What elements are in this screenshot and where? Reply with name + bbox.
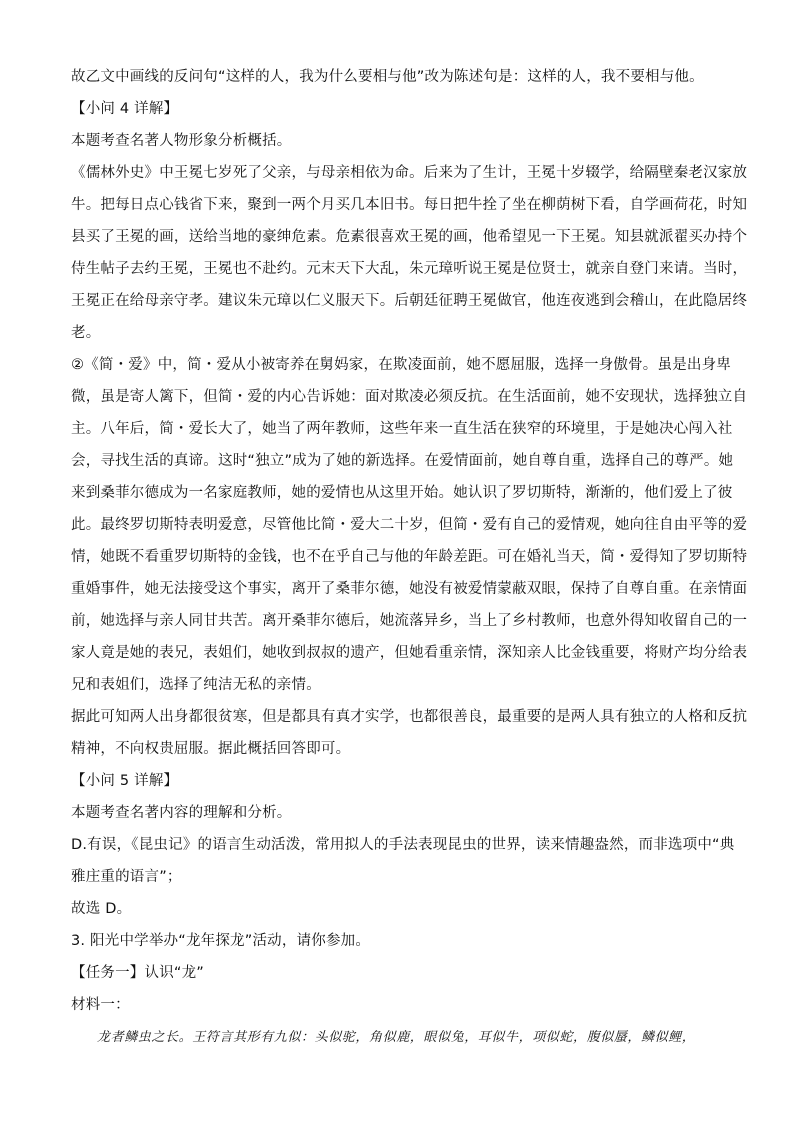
text-line: 兄和表姐们，选择了纯洁无私的亲情。: [71, 677, 321, 693]
text-line: 会，寻找生活的真谛。这时“独立”成为了她的新选择。在爱情面前，她自尊自重，选择自己的尊严。她: [71, 453, 734, 469]
text-line: D.有误，《昆虫记》的语言生动活泼，常用拟人的手法表现昆虫的世界，读来情趣盎然，而非选项中“典: [71, 837, 735, 853]
text-line: 牛。把每日点心钱省下来，聚到一两个月买几本旧书。每日把牛拴了坐在柳荫树下看，自学画荷花，时知: [71, 197, 748, 213]
text-line: 故乙文中画线的反问句“这样的人，我为什么要相与他”改为陈述句是：这样的人，我不要相与他。: [71, 69, 704, 85]
text-line: 老。: [71, 325, 101, 341]
text-line: 据此可知两人出身都很贫寒，但是都具有真才实学，也都很善良，最重要的是两人具有独立的人格和反抗: [71, 709, 748, 725]
text-line: ②《简・爱》中，简・爱从小被寄养在舅妈家，在欺凌面前，她不愿屈服，选择一身傲骨。虽是出身卑: [71, 357, 731, 373]
text-line: 本题考查名著内容的理解和分析。: [71, 805, 292, 821]
text-line: 本题考查名著人物形象分析概括。: [71, 133, 292, 149]
text-line: 家人竟是她的表兄，表姐们，她收到叔叔的遗产，但她看重亲情，深知亲人比金钱重要，将财产均分给表: [71, 645, 748, 661]
text-line: 侍生帖子去约王冕，王冕也不赴约。元末天下大乱，朱元璋听说王冕是位贤士，就亲自登门来请。当时，: [71, 261, 748, 277]
text-line: 主。八年后，简・爱长大了，她当了两年教师，这些年来一直生活在狭窄的环境里，于是她决心闯入社: [71, 421, 733, 437]
task-heading: 【任务一】认识“龙”: [71, 965, 205, 981]
text-line: 县买了王冕的画，送给当地的豪绅危素。危素很喜欢王冕的画，他希望见一下王冕。知县就派翟买办持个: [71, 229, 748, 245]
material-label: 材料一：: [71, 997, 130, 1013]
question-title: 3. 阳光中学举办“龙年探龙”活动，请你参加。: [71, 933, 371, 949]
section-heading: 【小问 5 详解】: [71, 773, 179, 789]
text-line: 微，虽是寄人篱下，但简・爱的内心告诉她：面对欺凌必须反抗。在生活面前，她不安现状，选择独立自: [71, 389, 748, 405]
section-heading: 【小问 4 详解】: [71, 101, 179, 117]
text-line: 重婚事件，她无法接受这个事实，离开了桑菲尔德，她没有被爱情蒙蔽双眼，保持了自尊自重。在亲情面: [71, 581, 748, 597]
text-line: 《儒林外史》中王冕七岁死了父亲，与母亲相依为命。后来为了生计，王冕十岁辍学，给隔壁秦老汉家放: [71, 165, 748, 181]
material-quote: 龙者鳞虫之长。王符言其形有九似：头似驼，角似鹿，眼似兔，耳似牛，项似蛇，腹似蜃，鳞似鲤，: [97, 1030, 696, 1045]
text-line: 精神，不向权贵屈服。据此概括回答即可。: [71, 741, 351, 757]
text-line: 故选 D。: [71, 901, 132, 917]
text-line: 前，她选择与亲人同甘共苦。离开桑菲尔德后，她流落异乡，当上了乡村教师，也意外得知收留自己的一: [71, 613, 748, 629]
text-line: 情，她既不看重罗切斯特的金钱，也不在乎自己与他的年龄差距。可在婚礼当天，简・爱得知了罗切斯特: [71, 549, 748, 565]
text-line: 此。最终罗切斯特表明爱意，尽管他比简・爱大二十岁，但简・爱有自己的爱情观，她向往自由平等的爱: [71, 517, 748, 533]
text-line: 王冕正在给母亲守孝。建议朱元璋以仁义服天下。后朝廷征聘王冕做官，他连夜逃到会稽山，在此隐居终: [71, 293, 748, 309]
text-line: 来到桑菲尔德成为一名家庭教师，她的爱情也从这里开始。她认识了罗切斯特，渐渐的，他们爱上了彼: [71, 485, 733, 501]
text-line: 雅庄重的语言”；: [71, 869, 182, 885]
